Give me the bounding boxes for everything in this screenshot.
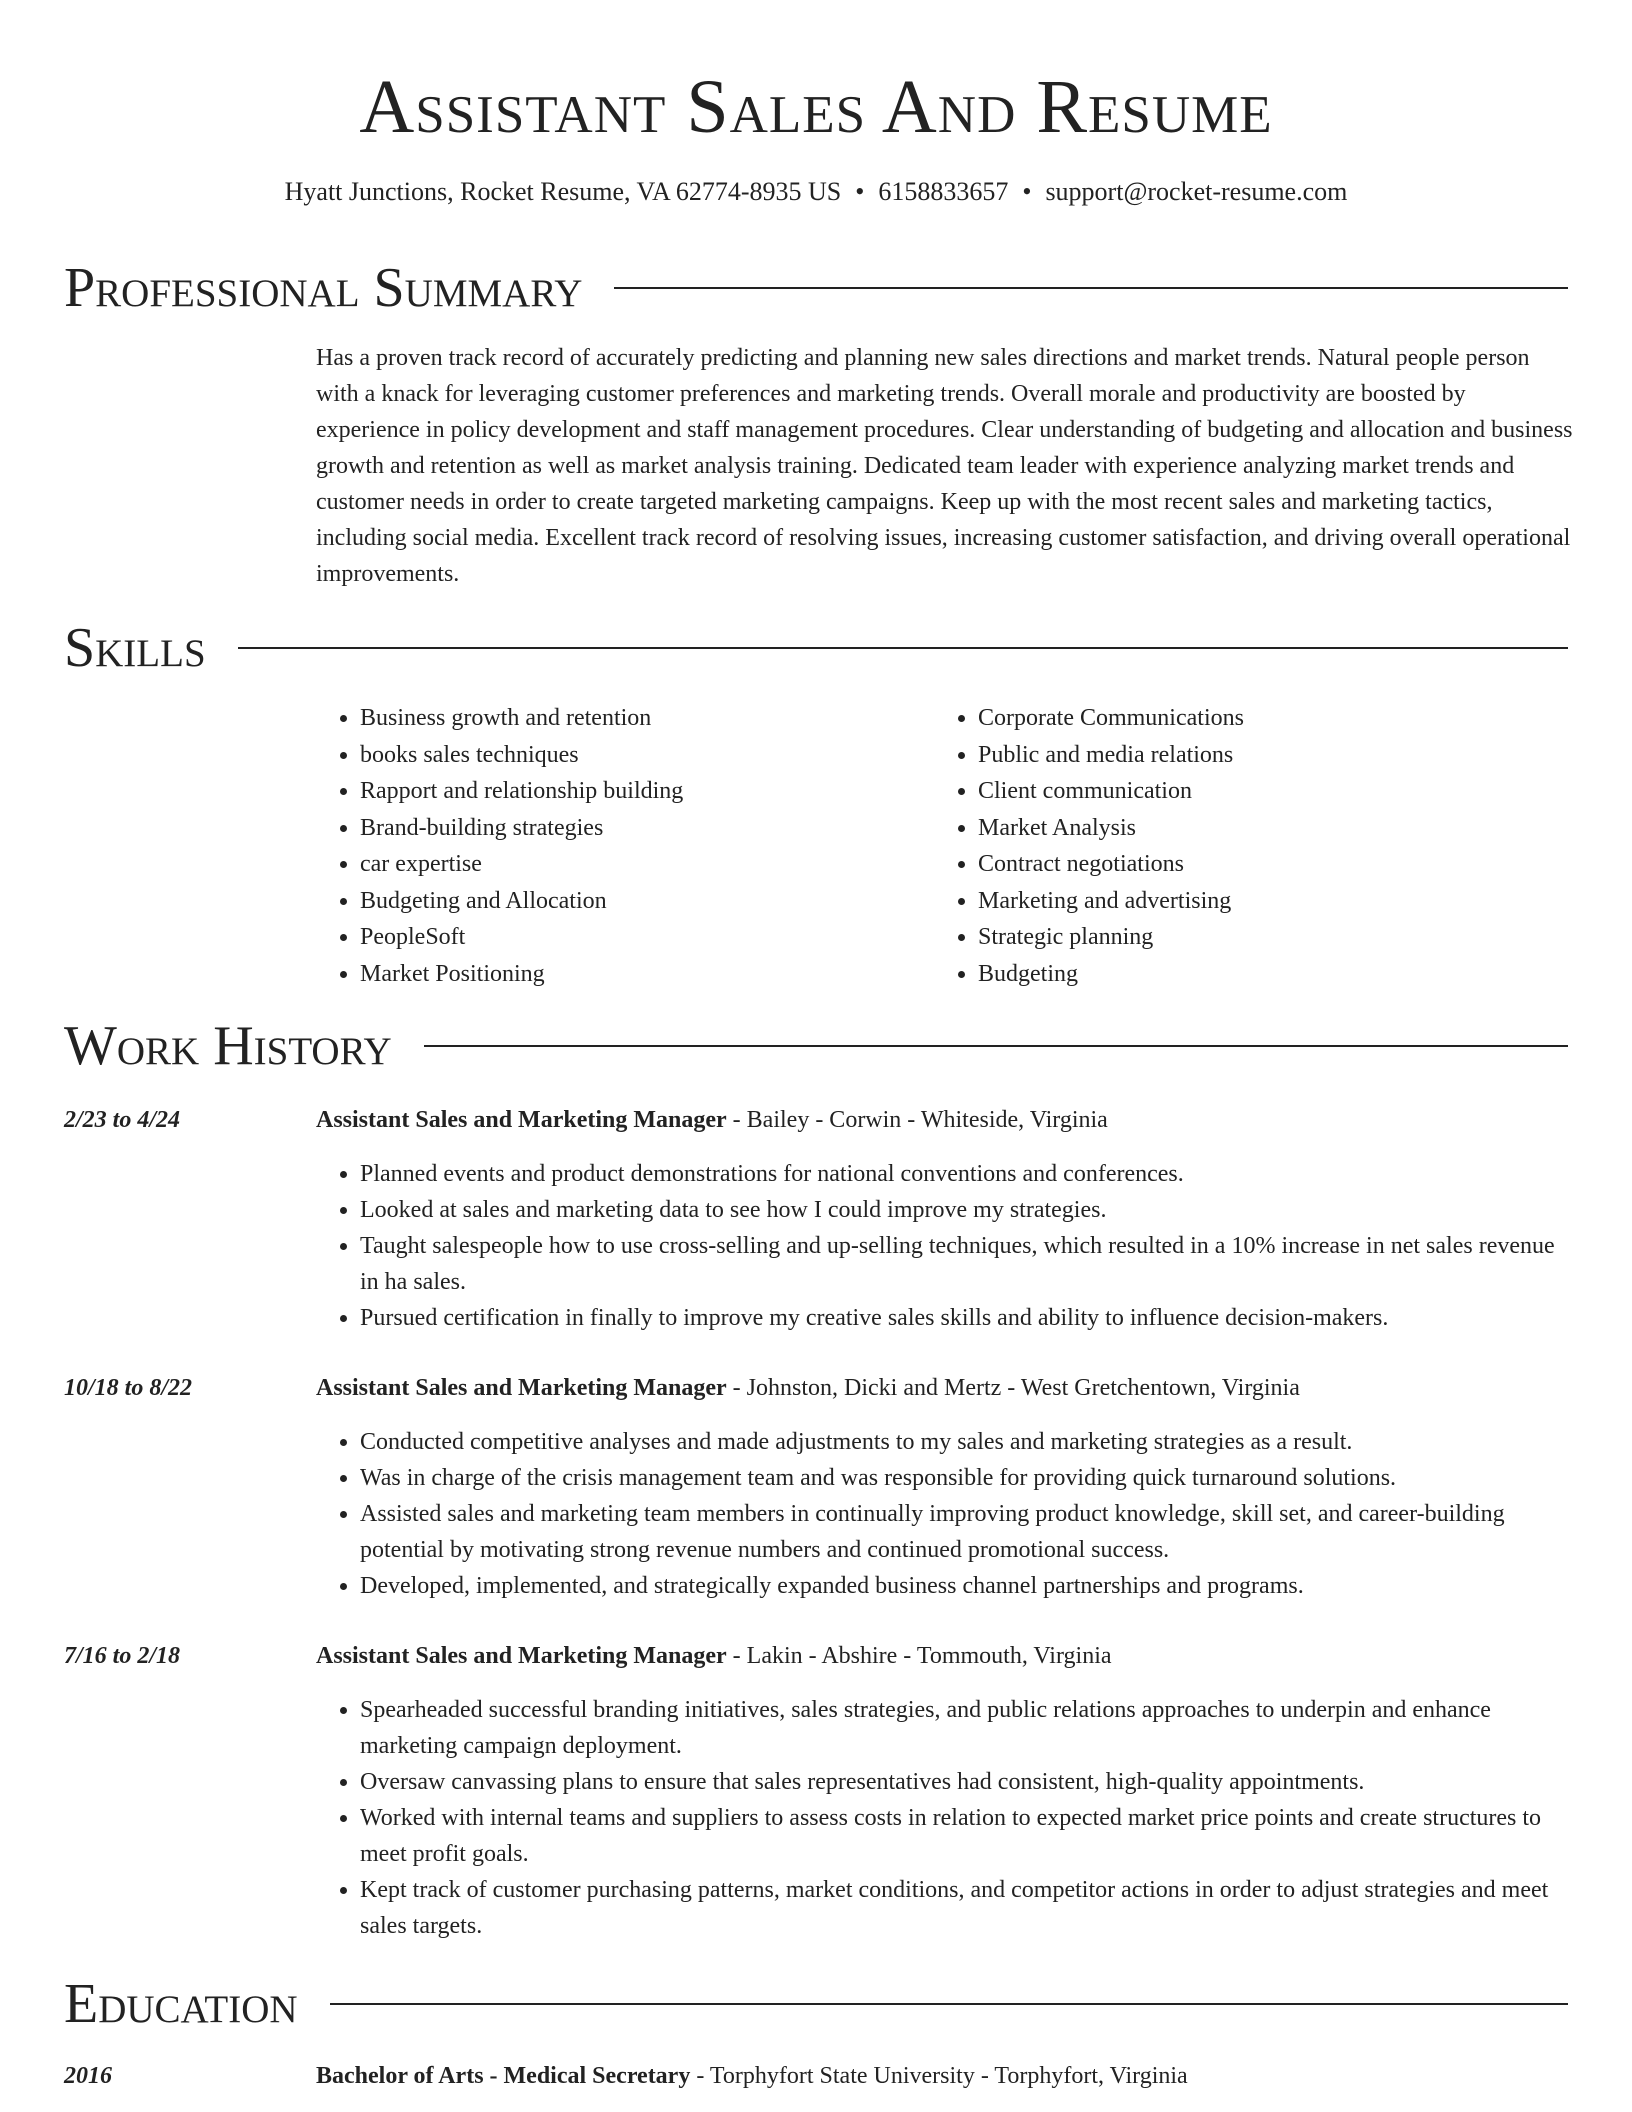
job-company: - Lakin - Abshire - Tommouth, Virginia: [726, 1643, 1112, 1669]
resume-name: Assistant Sales And Resume: [359, 65, 1273, 149]
skill-item: • Market Positioning: [360, 956, 934, 993]
summary-heading: Professional Summary: [64, 257, 583, 319]
job-bullet: • Oversaw canvassing plans to ensure that sales representatives had consistent, high-quality appointments.: [360, 1764, 1574, 1800]
job-title-line: [316, 1638, 1112, 1674]
skill-item: • Marketing and advertising: [978, 883, 1552, 920]
section-divider: [614, 287, 1568, 289]
job-bullet: • Looked at sales and marketing data to see how I could improve my strategies.: [360, 1192, 1574, 1228]
skill-item: • Public and media relations: [978, 737, 1552, 774]
job-bullets: [316, 1692, 1574, 1944]
work-heading: Work History: [64, 1015, 392, 1077]
job-bullet: • Developed, implemented, and strategically expanded business channel partnerships and programs.: [360, 1568, 1574, 1604]
job-title: Assistant Sales and Marketing Manager: [316, 1107, 727, 1133]
skill-item: • Market Analysis: [978, 810, 1552, 847]
skill-item: • books sales techniques: [360, 737, 934, 774]
job-bullet: • Pursued certification in finally to improve my creative sales skills and ability to influence decision-makers.: [360, 1300, 1574, 1336]
contact-address: Hyatt Junctions, Rocket Resume, VA 62774-8935 US: [284, 177, 842, 206]
education-section-header: [64, 1972, 1568, 2036]
skills-column-right: [934, 700, 1552, 992]
skill-item: • Rapport and relationship building: [360, 773, 934, 810]
job-bullet: • Planned events and product demonstrations for national conventions and conferences.: [360, 1156, 1574, 1192]
job-bullet: • Taught salespeople how to use cross-selling and up-selling techniques, which resulted in a 10% increase in net sales revenue in ha sales.: [360, 1228, 1574, 1300]
section-divider: [330, 2003, 1568, 2005]
job-title: Assistant Sales and Marketing Manager: [316, 1375, 727, 1401]
education-school: - Torphyfort State University - Torphyfort, Virginia: [690, 2063, 1188, 2089]
job-title-line: [316, 1102, 1108, 1138]
education-degree: Bachelor of Arts - Medical Secretary: [316, 2063, 691, 2089]
job-dates: 10/18 to 8/22: [64, 1375, 193, 1401]
skill-item: • Business growth and retention: [360, 700, 934, 737]
skills-list: [316, 700, 1574, 992]
skills-heading: Skills: [64, 617, 206, 679]
job-dates: 7/16 to 2/18: [64, 1643, 181, 1669]
job-bullet: • Was in charge of the crisis management team and was responsible for providing quick turnaround solutions.: [360, 1460, 1574, 1496]
skill-item: • Client communication: [978, 773, 1552, 810]
contact-line: [0, 176, 1632, 208]
education-year: 2016: [64, 2063, 112, 2089]
job-bullet: • Assisted sales and marketing team members in continually improving product knowledge, skill set, and career-building potential by motivating strong revenue numbers and continued promotional success.: [360, 1496, 1574, 1568]
job-bullet: • Spearheaded successful branding initiatives, sales strategies, and public relations approaches to underpin and enhance marketing campaign deployment.: [360, 1692, 1574, 1764]
job-bullet: • Conducted competitive analyses and made adjustments to my sales and marketing strategies as a result.: [360, 1424, 1574, 1460]
section-divider: [424, 1045, 1568, 1047]
skill-item: • Brand-building strategies: [360, 810, 934, 847]
job-bullets: [316, 1424, 1574, 1604]
job-dates: 2/23 to 4/24: [64, 1107, 181, 1133]
skill-item: • car expertise: [360, 846, 934, 883]
work-section-header: [64, 1014, 1568, 1078]
summary-text: Has a proven track record of accurately predicting and planning new sales directions and market trends. Natural people person with a knack for leveraging customer preferences and marketing trends. Overall morale and productivity are boosted by experience in policy development and staff management procedures. Clear understanding of budgeting and allocation and business growth and retention as well as market analysis training. Dedicated team leader with experience analyzing market trends and customer needs in order to create targeted marketing campaigns. Keep up with the most recent sales and marketing tactics, including social media. Excellent track record of resolving issues, increasing customer satisfaction, and driving overall operational improvements.: [316, 345, 1573, 587]
skill-item: • Strategic planning: [978, 919, 1552, 956]
job-bullets: [316, 1156, 1574, 1336]
job-bullet: • Kept track of customer purchasing patterns, market conditions, and competitor actions in order to adjust strategies and meet sales targets.: [360, 1872, 1574, 1944]
skills-column-left: [316, 700, 934, 992]
education-heading: Education: [64, 1973, 298, 2035]
contact-separator: •: [1022, 177, 1032, 206]
job-company: - Johnston, Dicki and Mertz - West Gretchentown, Virginia: [726, 1375, 1300, 1401]
job-company: - Bailey - Corwin - Whiteside, Virginia: [726, 1107, 1108, 1133]
education-line: [316, 2058, 1188, 2094]
skill-item: • PeopleSoft: [360, 919, 934, 956]
skills-section-header: [64, 616, 1568, 680]
skill-item: • Contract negotiations: [978, 846, 1552, 883]
job-title-line: [316, 1370, 1300, 1406]
section-divider: [238, 647, 1568, 649]
skill-item: • Budgeting: [978, 956, 1552, 993]
job-title: Assistant Sales and Marketing Manager: [316, 1643, 727, 1669]
skill-item: • Corporate Communications: [978, 700, 1552, 737]
summary-section-header: [64, 256, 1568, 320]
contact-email: support@rocket-resume.com: [1045, 177, 1348, 206]
skill-item: • Budgeting and Allocation: [360, 883, 934, 920]
job-bullet: • Worked with internal teams and suppliers to assess costs in relation to expected market price points and create structures to meet profit goals.: [360, 1800, 1574, 1872]
contact-separator: •: [855, 177, 865, 206]
contact-phone: 6158833657: [878, 177, 1009, 206]
